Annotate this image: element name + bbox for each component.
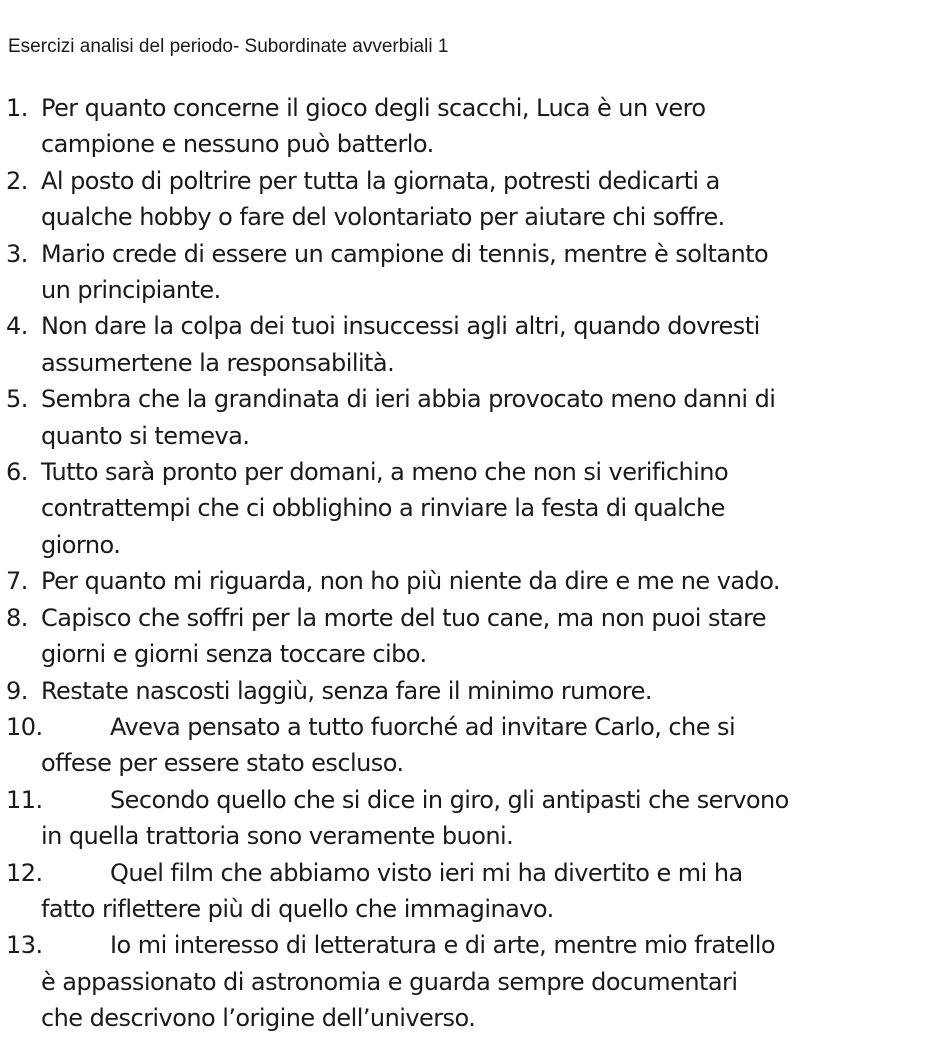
exercise-text-line: fatto riflettere più di quello che immaginavo. xyxy=(41,894,554,923)
exercise-text-line: Tutto sarà pronto per domani, a meno che non si verifichino xyxy=(41,458,729,487)
exercise-number: 9. xyxy=(6,676,28,705)
exercise-number: 12. xyxy=(6,858,43,887)
exercise-number: 3. xyxy=(6,239,28,268)
exercise-text-line: Capisco che soffri per la morte del tuo cane, ma non puoi stare xyxy=(41,603,766,632)
exercise-list xyxy=(6,90,950,1037)
document-title: Esercizi analisi del periodo- Subordinate avverbiali 1 xyxy=(8,36,449,57)
exercise-item xyxy=(6,563,950,599)
exercise-number: 7. xyxy=(6,567,28,596)
exercise-text-line: un principiante. xyxy=(41,276,221,305)
exercise-item xyxy=(6,709,950,782)
exercise-text-line: offese per essere stato escluso. xyxy=(41,749,404,778)
exercise-number: 4. xyxy=(6,312,28,341)
exercise-number: 13. xyxy=(6,931,43,960)
exercise-item xyxy=(6,90,950,163)
exercise-text-line: Quel film che abbiamo visto ieri mi ha divertito e mi ha xyxy=(110,858,743,887)
exercise-text-line: giorno. xyxy=(41,530,121,559)
exercise-text-line: che descrivono l’origine dell’universo. xyxy=(41,1004,476,1033)
exercise-text-line: Sembra che la grandinata di ieri abbia provocato meno danni di xyxy=(41,385,776,414)
exercise-text-line: Per quanto concerne il gioco degli scacchi, Luca è un vero xyxy=(41,94,706,122)
exercise-number: 8. xyxy=(6,603,28,632)
exercise-number: 6. xyxy=(6,458,28,487)
exercise-text-line: Per quanto mi riguarda, non ho più niente da dire e me ne vado. xyxy=(41,567,780,596)
exercise-text-line: è appassionato di astronomia e guarda sempre documentari xyxy=(41,967,738,996)
exercise-item xyxy=(6,600,950,673)
exercise-number: 2. xyxy=(6,166,28,195)
exercise-item xyxy=(6,673,950,709)
exercise-item xyxy=(6,163,950,236)
exercise-text-line: Mario crede di essere un campione di tennis, mentre è soltanto xyxy=(41,239,769,268)
exercise-text-line: Non dare la colpa dei tuoi insuccessi agli altri, quando dovresti xyxy=(41,312,760,341)
exercise-item xyxy=(6,782,950,855)
exercise-item xyxy=(6,308,950,381)
exercise-text-line: assumertene la responsabilità. xyxy=(41,348,395,377)
exercise-text-line: Al posto di poltrire per tutta la giornata, potresti dedicarti a xyxy=(41,166,720,195)
exercise-text-line: Restate nascosti laggiù, senza fare il minimo rumore. xyxy=(41,676,652,705)
exercise-text-line: Io mi interesso di letteratura e di arte, mentre mio fratello xyxy=(110,931,775,960)
exercise-text-line: Secondo quello che si dice in giro, gli antipasti che servono xyxy=(110,785,789,814)
exercise-item xyxy=(6,381,950,454)
exercise-text-line: in quella trattoria sono veramente buoni. xyxy=(41,822,514,851)
exercise-item xyxy=(6,454,950,563)
exercise-item xyxy=(6,855,950,928)
exercise-text-line: quanto si temeva. xyxy=(41,421,250,450)
exercise-number: 5. xyxy=(6,385,28,414)
exercise-item xyxy=(6,927,950,1036)
exercise-text-line: campione e nessuno può batterlo. xyxy=(41,130,434,159)
exercise-text-line: giorni e giorni senza toccare cibo. xyxy=(41,640,427,669)
exercise-number: 11. xyxy=(6,785,43,814)
exercise-text-line: qualche hobby o fare del volontariato per aiutare chi soffre. xyxy=(41,203,725,232)
exercise-item xyxy=(6,236,950,309)
exercise-number: 1. xyxy=(6,94,28,122)
exercise-text-line: contrattempi che ci obblighino a rinviare la festa di qualche xyxy=(41,494,725,523)
exercise-number: 10. xyxy=(6,712,43,741)
exercise-text-line: Aveva pensato a tutto fuorché ad invitare Carlo, che si xyxy=(110,712,736,741)
